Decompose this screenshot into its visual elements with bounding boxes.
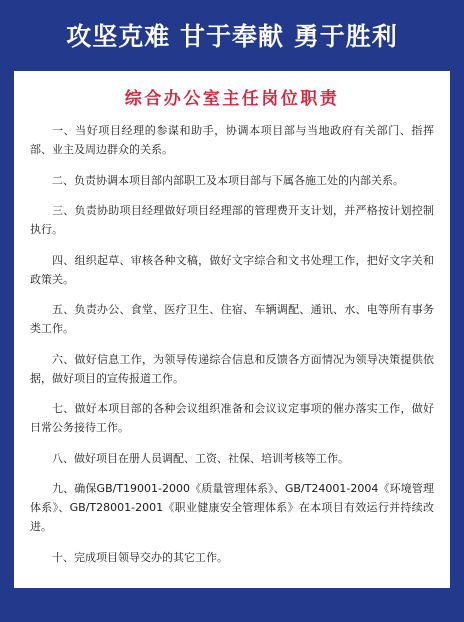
duty-item-3: 三、负责协助项目经理做好项目经理部的管理费开支计划，并严格按计划控制执行。 [30, 204, 434, 236]
duty-item-6: 六、做好信息工作，为领导传递综合信息和反馈各方面情况为领导决策提供依据，做好项目的宣传报道工作。 [30, 352, 434, 385]
duty-item-4: 四、组织起草、审核各种文稿，做好文字综合和文书处理工作，把好文字关和政策关。 [30, 253, 434, 286]
duty-item-8: 八、做好项目在册人员调配、工资、社保、培训考核等工作。 [52, 451, 349, 465]
footer-band [0, 588, 464, 622]
duty-item-10: 十、完成项目领导交办的其它工作。 [52, 550, 228, 564]
duty-item-5: 五、负责办公、食堂、医疗卫生、住宿、车辆调配、通讯、水、电等所有事务类工作。 [30, 303, 434, 335]
duty-item-9: 九、确保GB/T19001-2000《质量管理体系》、GB/T24001-2004《环境管理体系》、GB/T28001-2001《职业健康安全管理体系》在本项目有效运行并持续改进。 [30, 482, 434, 533]
banner-slogan: 攻坚克难 甘于奉献 勇于胜利 [66, 22, 398, 51]
content-panel [14, 71, 450, 588]
duty-item-2: 二、负责协调本项目部内部职工及本项目部与下属各施工处的内部关系。 [52, 173, 404, 187]
duty-item-7: 七、做好本项目部的各种会议组织准备和会议议定事项的催办落实工作，做好日常公务接待工作。 [30, 402, 434, 434]
duty-item-1: 一、当好项目经理的参谋和助手，协调本项目部与当地政府有关部门、指挥部、业主及周边群众的关系。 [30, 124, 434, 156]
document-title: 综合办公室主任岗位职责 [124, 89, 340, 109]
header-banner [0, 0, 464, 70]
